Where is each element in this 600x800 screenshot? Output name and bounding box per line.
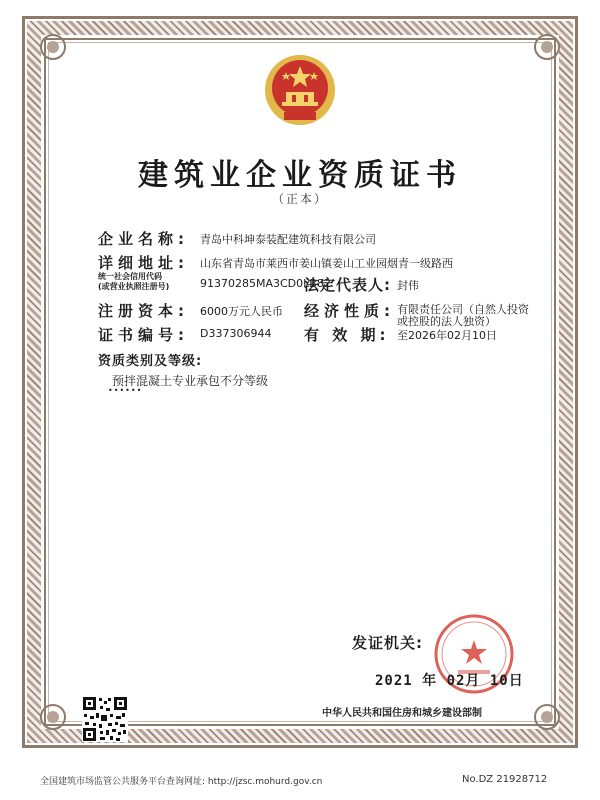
corner-ornament-icon <box>530 700 564 734</box>
qualification-value: 预拌混凝土专业承包不分等级 <box>112 374 269 388</box>
capital-value: 6000万元人民币 <box>200 305 283 318</box>
valid-value: 至2026年02月10日 <box>397 329 497 342</box>
company-name-value: 青岛中科坤泰装配建筑科技有限公司 <box>200 233 376 246</box>
qr-code-icon <box>82 696 128 742</box>
corner-ornament-icon <box>36 30 70 64</box>
credit-code-label-line1: 统一社会信用代码 <box>98 272 162 281</box>
address-value: 山东省青岛市莱西市姜山镇姜山工业园烟青一级路西 <box>200 257 453 270</box>
corner-ornament-icon <box>530 30 564 64</box>
certificate-subtitle: （正本） <box>271 192 328 206</box>
national-emblem-icon <box>262 52 338 128</box>
cert-no-label: 证书编号: <box>98 326 189 344</box>
footer-serial: No.DZ 21928712 <box>462 774 548 785</box>
econ-type-value-line1: 有限责任公司（自然人投资 <box>397 303 529 316</box>
qualification-dots: •••••• <box>108 386 143 395</box>
issue-date: 2021 年 02月 10日 <box>375 673 524 689</box>
valid-label: 有 效 期: <box>304 326 390 344</box>
legal-rep-value: 封伟 <box>397 279 419 292</box>
capital-label: 注册资本: <box>98 302 189 320</box>
legal-rep-label: 法定代表人: <box>304 276 391 294</box>
address-label: 详细地址: <box>98 254 189 272</box>
credit-code-value: 91370285MA3CD0LB82 <box>200 277 331 290</box>
company-name-label: 企业名称: <box>98 230 189 248</box>
cert-no-value: D337306944 <box>200 327 272 340</box>
econ-type-label: 经济性质: <box>304 302 395 320</box>
qualification-label: 资质类别及等级: <box>98 354 203 369</box>
issuer-name: 中华人民共和国住房和城乡建设部制 <box>322 708 482 719</box>
corner-ornament-icon <box>36 700 70 734</box>
econ-type-value-line2: 或控股的法人独资） <box>397 315 496 328</box>
issuer-label: 发证机关: <box>352 634 423 652</box>
certificate-title: 建筑业企业资质证书 <box>138 158 462 193</box>
footer-site: 全国建筑市场监管公共服务平台查询网址: http://jzsc.mohurd.gov.cn <box>40 777 323 787</box>
credit-code-label-line2: (或营业执照注册号) <box>98 282 170 291</box>
